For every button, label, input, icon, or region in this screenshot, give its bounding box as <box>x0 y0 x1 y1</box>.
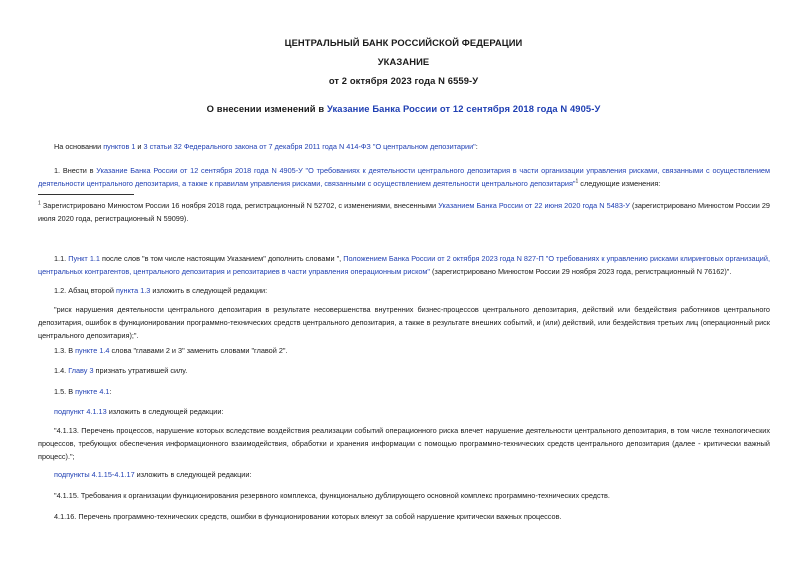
text-run: и <box>135 142 144 151</box>
paragraph-1-4 <box>38 364 770 377</box>
organization-heading: ЦЕНТРАЛЬНЫЙ БАНК РОССИЙСКОЙ ФЕДЕРАЦИИ <box>284 37 523 48</box>
law-article-link[interactable]: 3 статьи 32 Федерального закона от 7 декабря 2011 года N 414-ФЗ "О центральном депозитарии" <box>143 142 476 151</box>
text-run: изложить в следующей редакции: <box>134 470 252 479</box>
text-run: слова "главами 2 и 3" заменить словами "главой 2". <box>109 346 288 355</box>
text-run: (зарегистрировано Минюстом России 29 ноября 2023 года, регистрационный N 76162)". <box>430 267 732 276</box>
text-run: 1. Внести в <box>54 166 97 175</box>
text-run: 1.5. В <box>54 387 76 396</box>
paragraph-1 <box>38 164 770 190</box>
text-run: 1.4. <box>54 366 69 375</box>
footnote-mark: 1 <box>38 200 41 207</box>
text-run: изложить в следующей редакции: <box>150 286 268 295</box>
text-run: 1.2. Абзац второй <box>54 286 116 295</box>
point-1-3-link[interactable]: пункта 1.3 <box>115 286 151 295</box>
point-4-1-link[interactable]: пункте 4.1 <box>75 387 110 396</box>
chapter-3-link[interactable]: Главу 3 <box>68 366 94 375</box>
quoted-subpoint-4-1-13: "4.1.13. Перечень процессов, нарушение которых вследствие воздействия реализации событий операционного риска влечет нарушение деятельности центрального депозитария, в том числе технологических процессов, требующих обеспечения информационного взаимодействия, обработки и хранения информации с помощью программно-технических средств центрального депозитария (далее - критически важный процесс)."; <box>38 426 770 461</box>
text-run: следующие изменения: <box>578 179 661 188</box>
law-points-link[interactable]: пунктов 1 <box>103 142 136 151</box>
footnote-1 <box>38 199 770 225</box>
point-1-1-link[interactable]: Пункт 1.1 <box>68 254 100 263</box>
subject-link[interactable]: Указание Банка России от 12 сентября 2018 года N 4905-У <box>326 103 601 114</box>
quoted-subpoint-4-1-15: "4.1.15. Требования к организации функционирования резервного комплекса, функционально дублирующего основной комплекс программно-технических средств. <box>54 491 610 500</box>
text-run: Зарегистрировано Минюстом России 16 ноября 2018 года, регистрационный N 52702, с изменениями, внесенными <box>40 201 439 210</box>
subpoint-4-1-13-link[interactable]: подпункт 4.1.13 <box>54 407 107 416</box>
paragraph-1-3 <box>38 344 770 357</box>
footnote-separator <box>38 194 134 195</box>
document-type-heading: УКАЗАНИЕ <box>377 56 430 67</box>
quoted-subpoint-4-1-16: 4.1.16. Перечень программно-технических средств, ошибки в функционировании которых влекут за собой нарушение критически важных процессов. <box>54 512 562 521</box>
directive-4905-link[interactable]: Указание Банка России от 12 сентября 2018 года N 4905-У "О требованиях к деятельности центрального депозитария в части организации управления рисками, связанными с осуществлением деятельности центрального депозитария, а также к правилам управления рисками, связанными с осуществлением деятельности центрального депозитария" <box>38 166 770 188</box>
regulation-827p-link[interactable]: Положением Банка России от 2 октября 2023 года N 827-П "О требованиях к управлению рисками клиринговых организаций, центральных контрагентов, центрального депозитария и репозитариев в части управления операционным риском" <box>38 254 770 276</box>
text-run: 1.1. <box>54 254 69 263</box>
text-run: : <box>475 142 478 151</box>
text-run: признать утратившей силу. <box>93 366 188 375</box>
directive-5483-link[interactable]: Указанием Банка России от 22 июня 2020 года N 5483-У <box>438 201 630 210</box>
text-run: : <box>109 387 112 396</box>
subpoints-4-1-15-17-link[interactable]: подпункты 4.1.15-4.1.17 <box>54 470 135 479</box>
subject-prefix: О внесении изменений в <box>206 103 327 114</box>
text-run: после слов "в том числе настоящим Указанием" дополнить словами ", <box>99 254 344 263</box>
quoted-risk-definition: "риск нарушения деятельности центрального депозитария в результате несовершенства внутренних бизнес-процессов центрального депозитария, действий или бездействия работников центрального депозитария, ошибок в функционировании программно-технических средств центрального депозитария, а также в результате внешних событий, и (или) действий, или бездействия третьих лиц (операционный риск центрального депозитария);". <box>38 305 770 340</box>
text-run: На основании <box>54 142 104 151</box>
subpoint-4-1-13-instruction <box>38 405 770 418</box>
text-run: изложить в следующей редакции: <box>106 407 224 416</box>
paragraph-1-1 <box>38 252 770 278</box>
footnote-ref[interactable]: 1 <box>575 178 579 185</box>
text-run: (зарегистрировано Минюстом России 29 июля 2020 года, регистрационный N 59099). <box>38 201 770 223</box>
paragraph-1-5 <box>38 385 770 398</box>
document-subject <box>0 103 807 114</box>
text-run: 1.3. В <box>54 346 76 355</box>
basis-paragraph <box>38 140 770 153</box>
point-1-4-link[interactable]: пункте 1.4 <box>75 346 110 355</box>
subpoints-4-1-15-17-instruction <box>38 468 770 481</box>
document-date-number: от 2 октября 2023 года N 6559-У <box>328 75 479 86</box>
paragraph-1-2 <box>38 284 770 297</box>
